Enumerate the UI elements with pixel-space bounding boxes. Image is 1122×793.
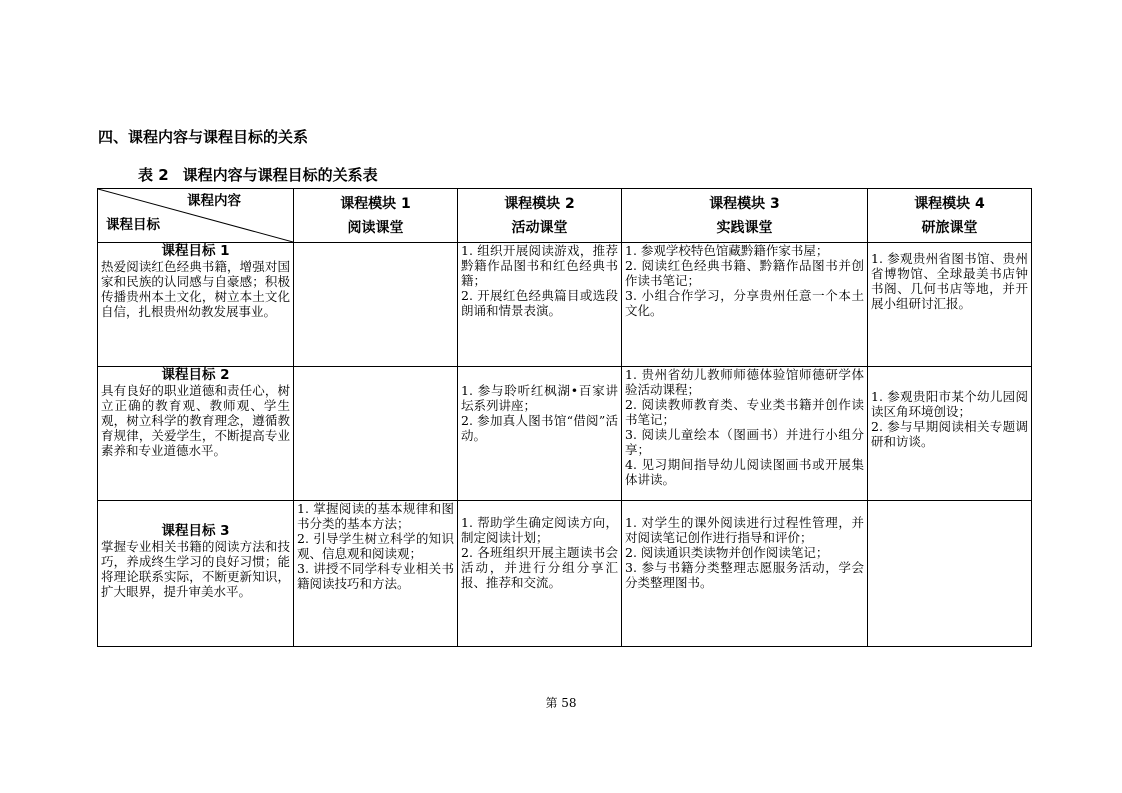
corner-content-label: 课程内容: [187, 193, 241, 209]
list-item: 1. 参观贵州省图书馆、贵州省博物馆、全球最美书店钟书阁、几何书店等地，并开展小组研讨汇报。: [871, 251, 1028, 311]
module-cell: [868, 367, 1032, 501]
module-cell: [458, 243, 622, 367]
goal-cell-1: [98, 243, 294, 367]
table-row: [98, 367, 1032, 501]
module-cell: [294, 501, 458, 647]
module-subtitle: 阅读课堂: [347, 219, 404, 236]
list-item: 2. 阅读通识类读物并创作阅读笔记；: [625, 545, 829, 560]
list-item: 1. 组织开展阅读游戏，推荐黔籍作品图书和红色经典书籍；: [461, 243, 618, 288]
goal-cell-2: [98, 367, 294, 501]
module-cell: [622, 367, 868, 501]
table-caption-title: 课程内容与课程目标的关系表: [182, 166, 378, 184]
corner-goal-label: 课程目标: [106, 217, 160, 233]
module-header-4: [868, 189, 1032, 243]
module-name: 课程模块 2: [504, 195, 575, 212]
goal-text: 热爱阅读红色经典书籍，增强对国家和民族的认同感与自豪感；积极传播贵州本土文化，树立本土文化自信，扎根贵州幼教发展事业。: [101, 259, 290, 319]
list-item: 3. 讲授不同学科专业相关书籍阅读技巧和方法。: [297, 561, 454, 591]
module-header-3: [622, 189, 868, 243]
table-row: [98, 501, 1032, 647]
section-heading: 四、课程内容与课程目标的关系: [98, 128, 309, 146]
goal-title: 课程目标 2: [161, 367, 230, 383]
list-item: 2. 开展红色经典篇目或选段朗诵和情景表演。: [461, 288, 618, 318]
goal-text: 具有良好的职业道德和责任心，树立正确的教育观、教师观、学生观，树立科学的教育理念，遵循教育规律，关爱学生，不断提高专业素养和专业道德水平。: [101, 383, 290, 458]
goal-title: 课程目标 3: [161, 523, 230, 539]
list-item: 2. 各班组织开展主题读书会活动，并进行分组分享汇报、推荐和交流。: [461, 545, 618, 590]
module-name: 课程模块 3: [709, 195, 780, 212]
module-header-1: [294, 189, 458, 243]
list-item: 1. 帮助学生确定阅读方向，制定阅读计划；: [461, 515, 618, 545]
module-subtitle: 研旅课堂: [921, 219, 978, 236]
list-item: 1. 贵州省幼儿教师师德体验馆师德研学体验活动课程；: [625, 367, 864, 397]
module-cell: [622, 501, 868, 647]
table-caption: [138, 164, 378, 185]
list-item: 1. 对学生的课外阅读进行过程性管理，并对阅读笔记创作进行指导和评价；: [625, 515, 864, 545]
module-header-2: [458, 189, 622, 243]
corner-header-cell: [98, 189, 294, 243]
relation-table: [97, 188, 1032, 647]
page-number: 第 58: [545, 696, 577, 710]
list-item: 1. 参观贵阳市某个幼儿园阅读区角环境创设；: [871, 389, 1028, 419]
list-item: 3. 小组合作学习，分享贵州任意一个本土文化。: [625, 288, 864, 318]
list-item: 4. 见习期间指导幼儿阅读图画书或开展集体讲读。: [625, 457, 864, 487]
list-item: 2. 阅读教师教育类、专业类书籍并创作读书笔记；: [625, 397, 864, 427]
list-item: 2. 参加真人图书馆“借阅”活动。: [461, 413, 618, 443]
list-item: 2. 参与早期阅读相关专题调研和访谈。: [871, 419, 1028, 449]
goal-cell-3: [98, 501, 294, 647]
goal-text: 掌握专业相关书籍的阅读方法和技巧，养成终生学习的良好习惯；能将理论联系实际，不断更新知识，扩大眼界，提升审美水平。: [101, 539, 290, 599]
module-subtitle: 活动课堂: [511, 219, 568, 236]
module-cell: [458, 501, 622, 647]
list-item: 2. 引导学生树立科学的知识观、信息观和阅读观；: [297, 531, 454, 561]
module-name: 课程模块 4: [914, 195, 985, 212]
list-item: 2. 阅读红色经典书籍、黔籍作品图书并创作读书笔记；: [625, 258, 864, 288]
module-name: 课程模块 1: [340, 195, 411, 212]
module-cell: [294, 243, 458, 367]
list-item: 1. 参观学校特色馆藏黔籍作家书屋；: [625, 243, 829, 258]
module-cell: [868, 501, 1032, 647]
list-item: 1. 掌握阅读的基本规律和图书分类的基本方法；: [297, 501, 454, 531]
module-cell: [622, 243, 868, 367]
module-cell: [294, 367, 458, 501]
module-subtitle: 实践课堂: [716, 219, 773, 236]
table-row: [98, 243, 1032, 367]
list-item: 3. 参与书籍分类整理志愿服务活动，学会分类整理图书。: [625, 560, 864, 590]
module-cell: [458, 367, 622, 501]
list-item: 1. 参与聆听红枫湖•百家讲坛系列讲座；: [461, 383, 618, 413]
goal-title: 课程目标 1: [161, 243, 230, 259]
list-item: 3. 阅读儿童绘本（图画书）并进行小组分享；: [625, 427, 864, 457]
table-caption-label: 表 2: [138, 166, 169, 184]
module-cell: [868, 243, 1032, 367]
